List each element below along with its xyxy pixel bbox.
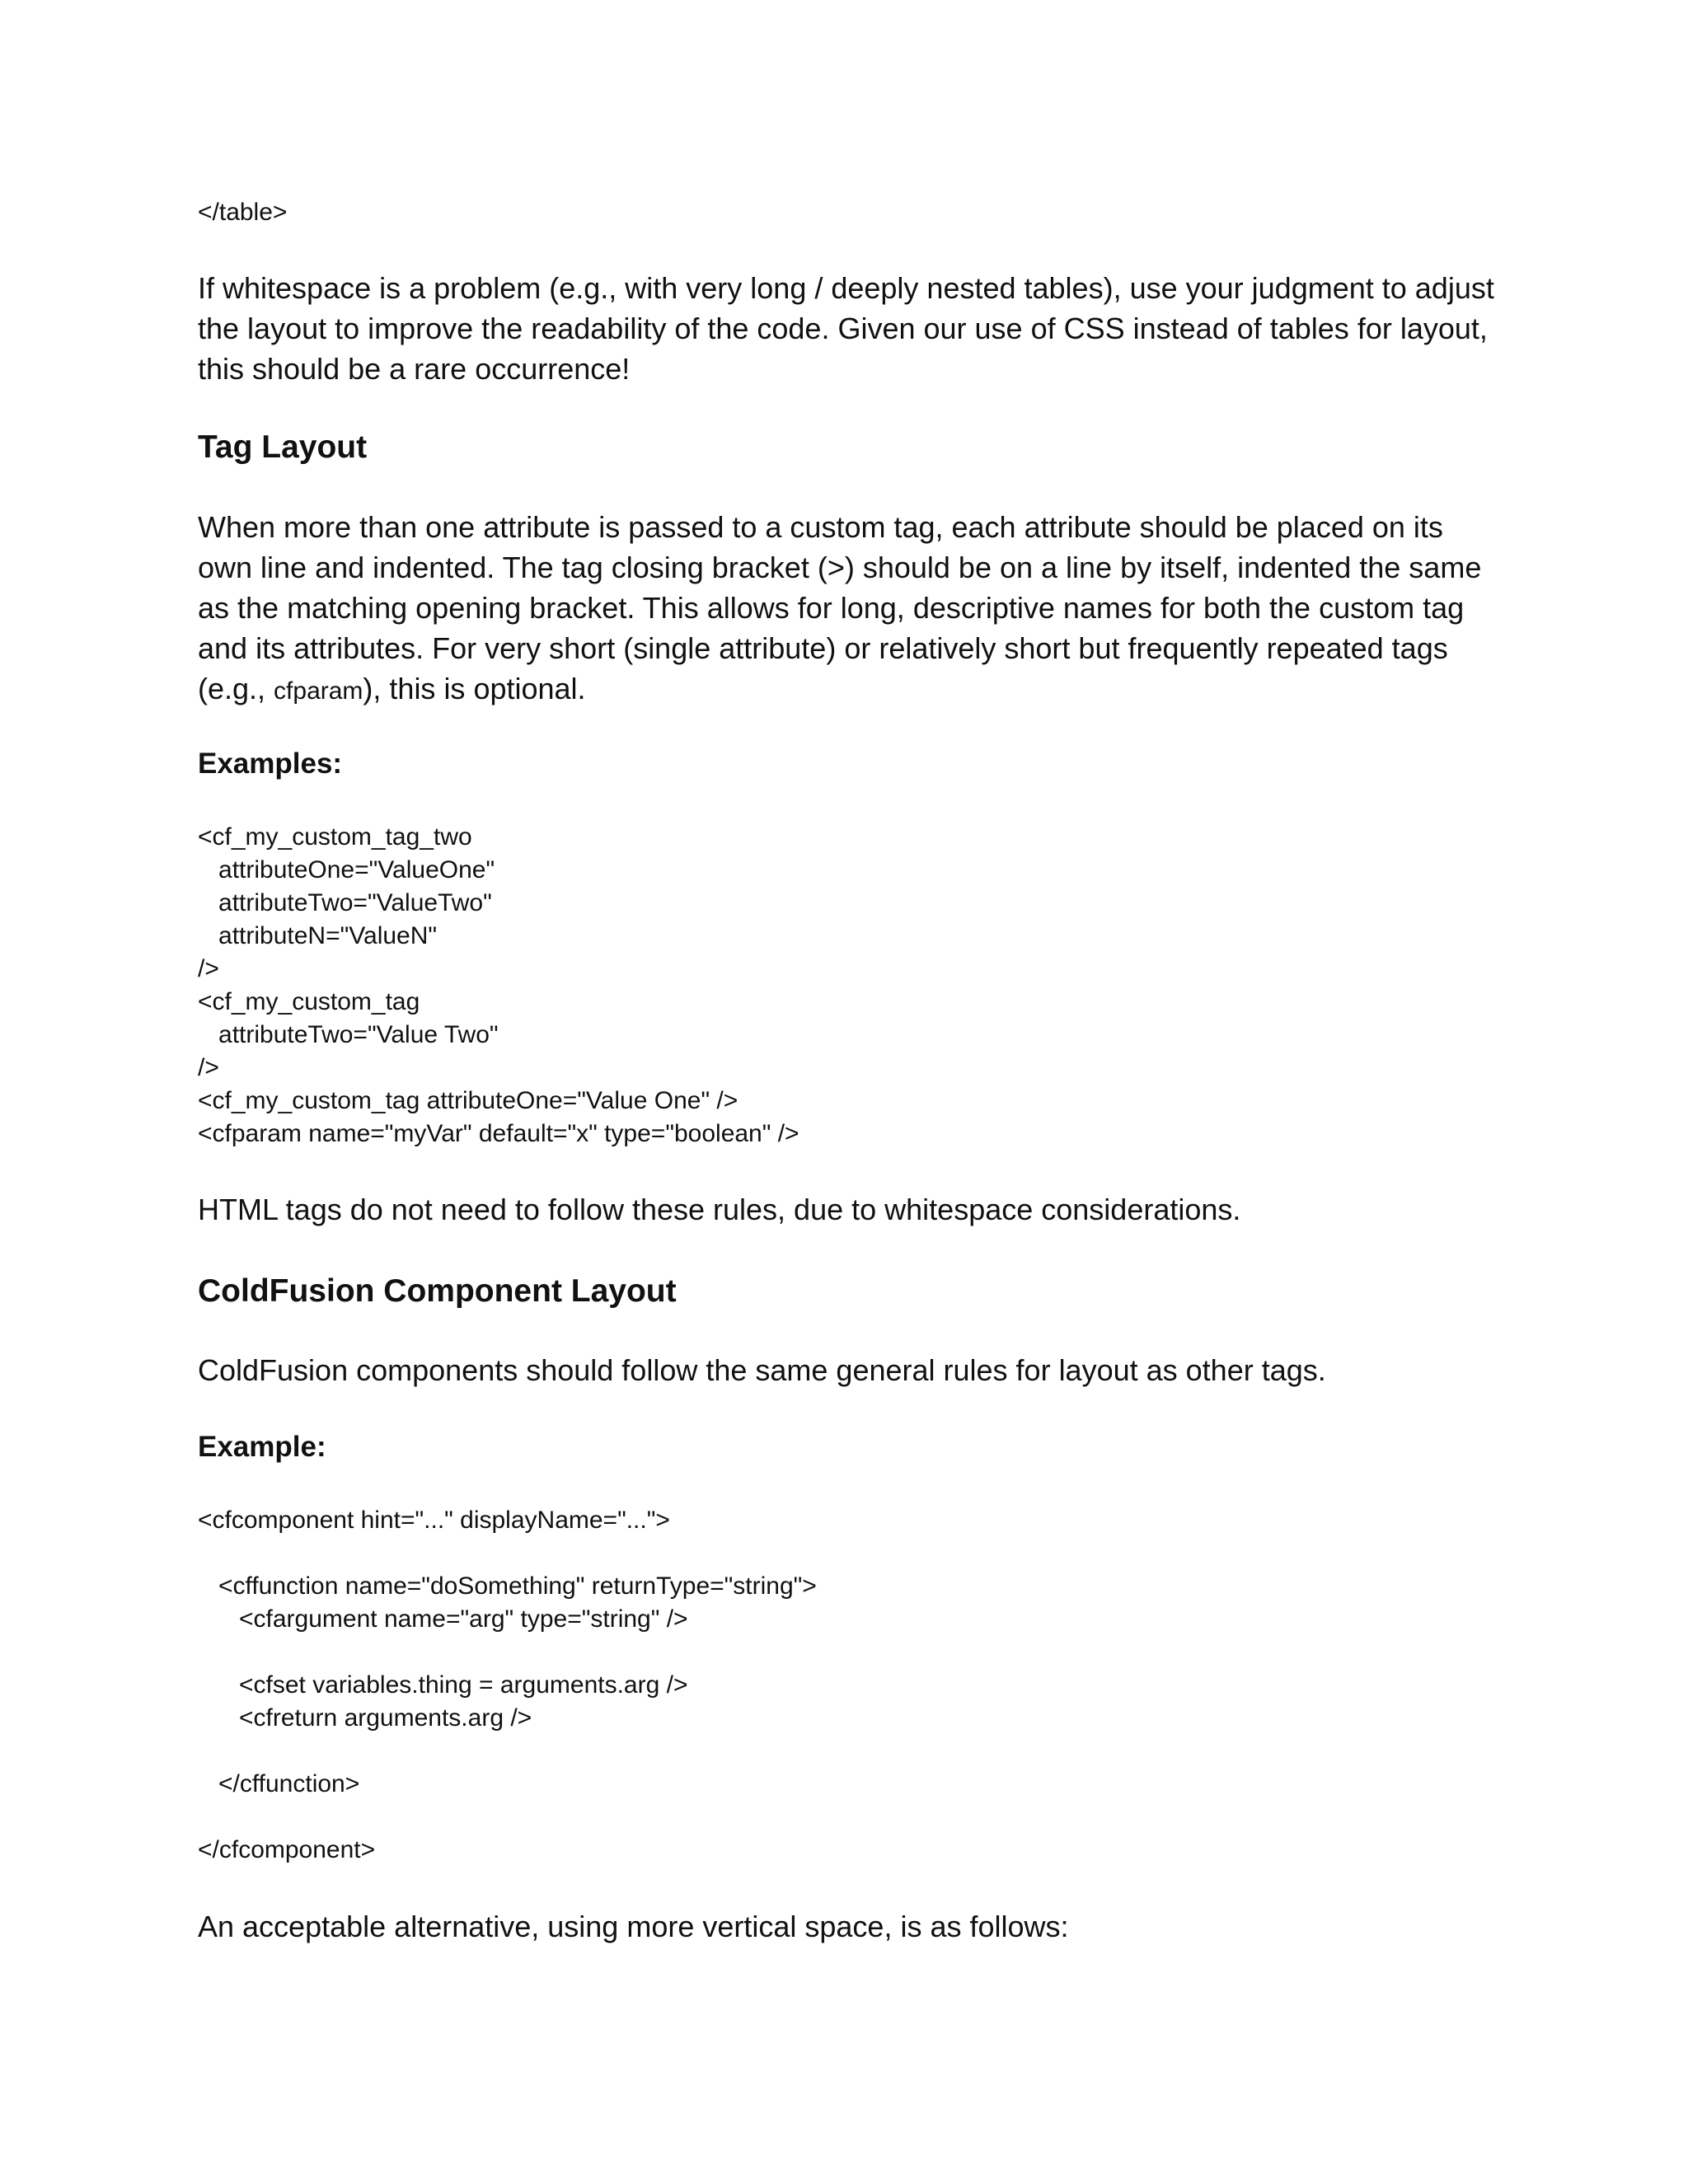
code-line: attributeOne="ValueOne" (198, 856, 495, 883)
code-line: /> (198, 1054, 219, 1081)
code-line: /> (198, 955, 219, 982)
code-line: <cf_my_custom_tag (198, 988, 420, 1015)
code-line: <cfargument name="arg" type="string" /> (198, 1605, 688, 1633)
code-line: <cfcomponent hint="..." displayName="..."> (198, 1507, 670, 1534)
code-line: <cfset variables.thing = arguments.arg /> (198, 1671, 688, 1699)
example-label: Example: (198, 1431, 326, 1463)
code-line: </cffunction> (198, 1770, 360, 1797)
html-tags-note: HTML tags do not need to follow these rules, due to whitespace considerations. (198, 1193, 1241, 1226)
component-layout-paragraph: ColdFusion components should follow the same general rules for layout as other tags. (198, 1353, 1326, 1387)
examples-label: Examples: (198, 748, 343, 780)
section-heading-component-layout: ColdFusion Component Layout (198, 1273, 677, 1309)
code-line: <cfparam name="myVar" default="x" type="boolean" /> (198, 1120, 799, 1147)
code-line: <cfreturn arguments.arg /> (198, 1704, 532, 1732)
code-line: <cf_my_custom_tag attributeOne="Value One" /> (198, 1087, 738, 1114)
code-line: attributeTwo="ValueTwo" (198, 889, 492, 916)
alternative-paragraph: An acceptable alternative, using more vertical space, is as follows: (198, 1910, 1069, 1943)
intro-paragraph: If whitespace is a problem (e.g., with very long / deeply nested tables), use your judgment to adjust the layout to improve the readability of the code. Given our use of CSS instead of tables for layout, this should be a rare occurrence! (198, 271, 1494, 386)
section-heading-tag-layout: Tag Layout (198, 429, 368, 465)
code-line-table-close: </table> (198, 199, 288, 226)
tag-layout-paragraph-text-2: ), this is optional. (363, 672, 586, 705)
code-line: <cffunction name="doSomething" returnType="string"> (198, 1572, 817, 1600)
code-line: </cfcomponent> (198, 1836, 376, 1863)
code-line: attributeTwo="Value Two" (198, 1021, 499, 1048)
code-line: attributeN="ValueN" (198, 922, 438, 949)
tag-layout-paragraph (198, 507, 1500, 711)
tag-layout-paragraph-text-1: When more than one attribute is passed to a custom tag, each attribute should be placed on its own line and indented. The tag closing bracket (>) should be on a line by itself, indented the same as the matching opening bracket. This allows for long, descriptive names for both the custom tag and its attributes. For very short (single attribute) or relatively short but frequently repeated tags (e.g., (198, 510, 1482, 705)
code-line: <cf_my_custom_tag_two (198, 823, 472, 851)
inline-code-cfparam: cfparam (274, 677, 363, 705)
